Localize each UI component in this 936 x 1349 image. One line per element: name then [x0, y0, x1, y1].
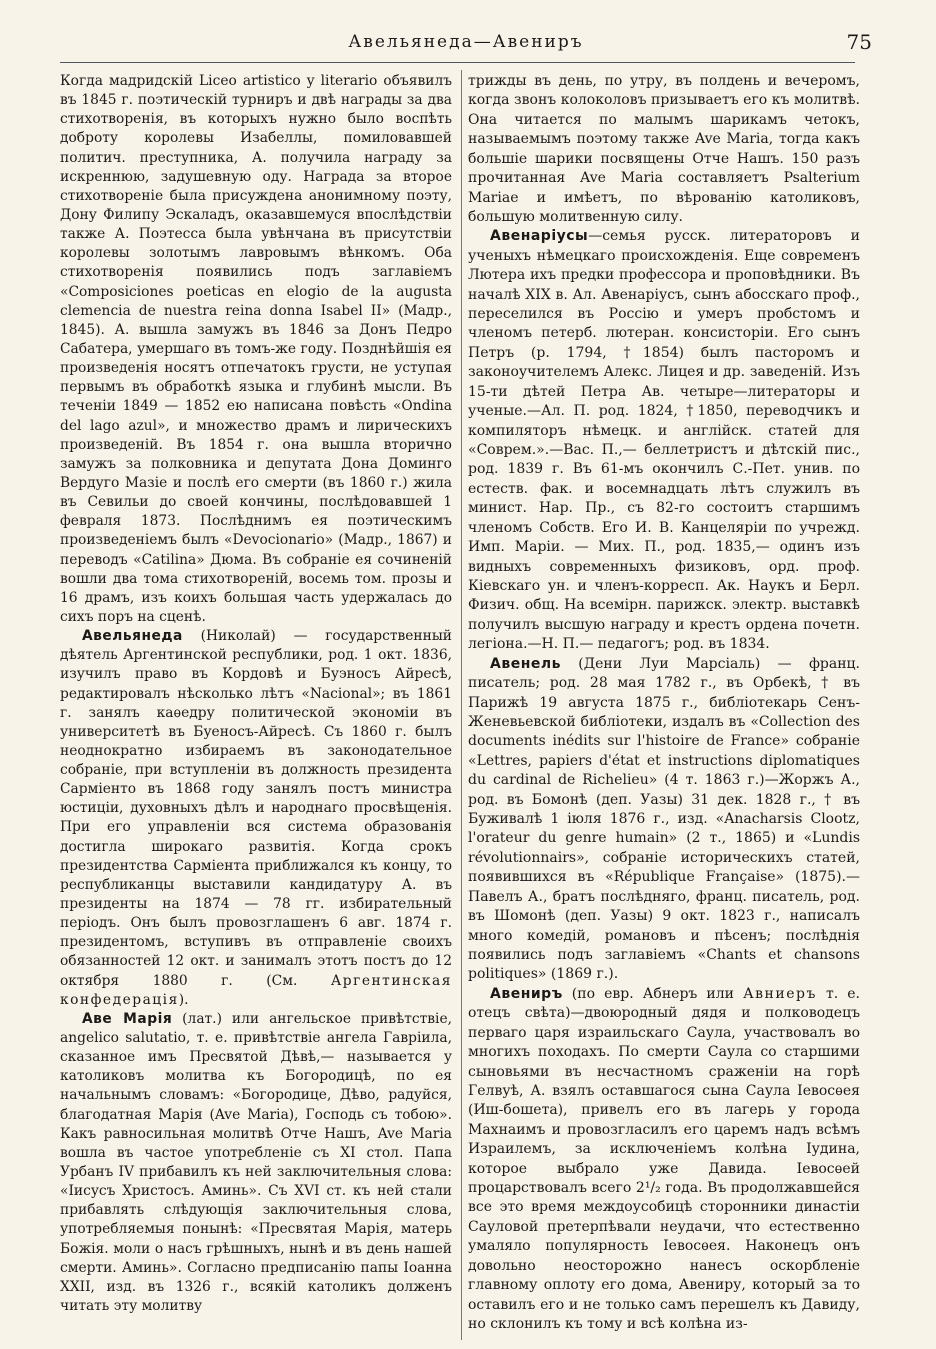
entry-ave-maria: [60, 1010, 452, 1316]
column-divider: [461, 70, 462, 1340]
entry-avenir: [468, 985, 860, 1335]
entry-avellaneda: [60, 627, 452, 1010]
entry-headword: Авенаріусы: [490, 228, 589, 245]
entry-headword: Аве Марія: [82, 1010, 173, 1027]
entry-text: —семья русск. литераторовъ и ученыхъ нѣмецкаго происхожденія. Еще современъ Лютера ихъ предки профессора и проповѣдники. Въ началѣ XIX в. Ал. Авенаріусъ, сынъ абосскаго проф., переселился въ Россію и умеръ пробстомъ и членомъ петерб. лютеран. консисторіи. Его сынъ Петръ (р. 1794, †1854) былъ пасторомъ и законоучителемъ Алекс. Лицея и др. заведеній. Изъ 15-ти дѣтей Петра Ав. четыре—литераторы и ученые.—Ал. П. род. 1824, †1850, переводчикъ и компиляторъ нѣмецк. и англійск. статей для «Соврем.».—Вас. П.,— беллетристъ и дѣтскій пис., род. 1839 г. Въ 61-мъ окончилъ С.-Пет. унив. по естеств. фак. и восемнадцать лѣтъ служилъ въ минист. Нар. Пр., съ 82-го состоитъ старшимъ членомъ Собств. Его И. В. Канцеляріи по учрежд. Имп. Маріи. — Мих. П., род. 1835,— одинъ изъ видныхъ современныхъ физиковъ, орд. проф. Кіевскаго ун. и членъ-корресп. Ак. Наукъ и Берл. Физич. общ. На всемірн. парижск. электр. выставкѣ получилъ высшую награду и крестъ ордена почетн. легіона.—Н. П.— педагогъ; род. въ 1834.: [468, 228, 860, 653]
entry-headword: Авениръ: [490, 985, 563, 1002]
spaced-name: Авниеръ: [743, 985, 817, 1002]
entry-headword: Авенель: [490, 655, 561, 672]
page-header: [60, 28, 872, 56]
running-head: Авельянеда—Авениръ: [348, 32, 584, 52]
entry-continuation: Когда мадридскій Liceo artistico y literario объявилъ въ 1845 г. поэтическій турниръ и двѣ награды за два стихотворенія, въ которыхъ нужно было воспѣть доброту королевы Изабеллы, помиловавшей политич. преступника, А. получила награду за искреннюю, задушевную оду. Награда за второе стихотвореніе была присуждена анонимному поэту, Дону Филипу Эскаладъ, оказавшемуся впослѣдствіи также А. Поэтесса была увѣнчана въ присутствіи королевы золотымъ лавровымъ вѣнкомъ. Оба стихотворенія появились подъ заглавіемъ «Composiciones poeticas en elogio de la augusta clemencia de nuestra reina donna Isabel II» (Мадр., 1845). А. вышла замужъ въ 1846 за Донъ Педро Сабатера, умершаго въ томъ-же году. Позднѣйшія ея произведенія носятъ отпечатокъ грусти, не уступая первымъ въ обработкѣ языка и глубинѣ мысли. Въ теченіи 1849 — 1852 ею написана повѣсть «Ondina del lago azul», и множество драмъ и лирическихъ произведеній. Въ 1854 г. она вышла вторично замужъ за полковника и депутата Дона Доминго Вердуго Мазіе и послѣ его смерти (въ 1860 г.) жила въ Севильи до своей кончины, послѣдовавшей 1 февраля 1873. Послѣднимъ ея поэтическимъ произведеніемъ былъ «Devocionario» (Мадр., 1867) и переводъ «Catilina» Дюма. Въ собраніе ея сочиненій вошли два тома стихотвореній, восемь том. прозы и 16 драмъ, изъ коихъ большая часть удержалась до сихъ поръ на сценѣ.: [60, 73, 452, 625]
entry-avenarius: [468, 227, 860, 654]
entry-text: (Дени Луи Марсіаль) — франц. писатель; род. 28 мая 1782 г., въ Орбекѣ, † въ Парижѣ 19 августа 1875 г., библіотекарь Сенъ-Женевьевской библіотеки, издалъ въ «Collection des documents inédits sur l'histoire de France» собраніе «Lettres, papiers d'état et instructions diplomatiques du cardinal de Richelieu» (4 т. 1863 г.)—Жоржъ А., род. въ Бомонѣ (деп. Уазы) 31 дек. 1828 г., † въ Буживалѣ 1 іюля 1876 г., изд. «Anacharsis Clootz, l'orateur du genre humain» (2 т., 1865) и «Lundis révolutionnairs», собраніе историческихъ статей, появившихся въ «République Française» (1875).—Павелъ А., братъ послѣдняго, франц. писатель, род. въ Шомонѣ (деп. Уазы) 9 окт. 1823 г., написалъ много комедій, романовъ и пѣсенъ; послѣднія появились подъ заглавіемъ «Chants et chansons politiques» (1869 г.).: [468, 655, 860, 983]
entry-text-cont: т. е. отецъ свѣта)—двоюродный дядя и полководецъ перваго царя израильскаго Саула, участвовалъ во многихъ походахъ. По смерти Саула со старшими сыновьями въ несчастномъ сраженіи на горѣ Гелвуѣ, А. взялъ оставшагося сына Саула Іевосѳея (Иш-бошета), привелъ его въ лагерь у города Махнаимъ и провозгласилъ его царемъ надъ всѣмъ Израилемъ, за исключеніемъ колѣна Іудина, которое выбрало уже Давида. Іевосѳей процарствовалъ всего 2¹/₂ года. Въ продолжавшейся все это время междоусобицѣ сторонники династіи Сауловой претерпѣвали неудачи, что естественно умаляло популярность Іевосѳея. Наконецъ онъ довольно неосторожно нанесъ оскорбленіе главному оплоту его дома, Авениру, который за то оставилъ его и не только самъ перешелъ къ Давиду, но склонилъ къ тому и всѣ колѣна из-: [468, 985, 860, 1332]
left-column: [60, 72, 452, 1316]
entry-headword: Авельянеда: [82, 628, 183, 645]
page-number: 75: [846, 30, 872, 54]
entry-text: (по евр. Абнеръ или: [562, 985, 744, 1002]
entry-continuation: трижды въ день, по утру, въ полдень и вечеромъ, когда звонъ колоколовъ призываетъ его къ молитвѣ. Она читается по малымъ шарикамъ четокъ, называемымъ поэтому также Ave Maria, тогда какъ большіе шарики посвящены Отче Нашъ. 150 разъ прочитанная Ave Maria составляетъ Psalterium Mariae и имѣетъ, по вѣрованію католиковъ, большую молитвенную силу.: [468, 73, 860, 225]
entry-text: (лат.) или ангельское привѣтствіе, angelico salutatio, т. е. привѣтствіе ангела Гавріила, сказанное имъ Пресвятой Дѣвѣ,— называется у католиковъ молитва къ Богородицѣ, по ея начальнымъ словамъ: «Богородице, Дѣво, радуйся, благодатная Марія (Ave Maria), Господь съ тобою». Какъ равносильная молитвѣ Отче Нашъ, Ave Maria вошла въ частое употребленіе съ XI стол. Папа Урбанъ IV прибавилъ къ ней заключительныя слова: «Іисусъ Христосъ. Аминь». Съ XVI ст. къ ней стали прибавлять слѣдующія заключительныя слова, употребляемыя понынѣ: «Пресвятая Марія, матерь Божія. моли о насъ грѣшныхъ, нынѣ и въ день нашей смерти. Аминь». Согласно предписанію папы Іоанна XXII, изд. въ 1326 г., всякій католикъ долженъ читать эту молитву: [60, 1010, 453, 1314]
entry-avenel: [468, 655, 860, 985]
header-rule: [60, 62, 855, 63]
entry-text: (Николай) — государственный дѣятель Аргентинской республики, род. 1 окт. 1836, изучилъ право въ Кордовѣ и Буэносъ Айресѣ, редактировалъ нѣсколько лѣтъ «Nacional»; въ 1861 г. занялъ каѳедру политической экономіи въ университетѣ въ Буеносъ-Айресѣ. Съ 1860 г. былъ неоднократно избираемъ въ законодательное собраніе, при вступленіи въ должность президента Сарміенто въ 1868 году занялъ постъ министра юстиціи, духовныхъ дѣлъ и народнаго просвѣщенія. При его управленіи вся система образованія достигла широкаго развитія. Когда срокъ президентства Сарміента приближался къ концу, то республиканцы выставили кандидатуру А. въ президенты на 1874 — 78 гг. избирательный періодъ. Онъ былъ провозглашенъ 6 авг. 1874 г. президентомъ, вступивъ въ отправленіе своихъ обязанностей 12 окт. и занималъ этотъ постъ до 12 октября 1880 г. (См.: [60, 628, 452, 989]
right-column: [468, 72, 860, 1334]
entry-text-end: ).: [178, 991, 189, 1008]
cross-reference: Аргентинская конфедерація: [60, 972, 452, 1008]
